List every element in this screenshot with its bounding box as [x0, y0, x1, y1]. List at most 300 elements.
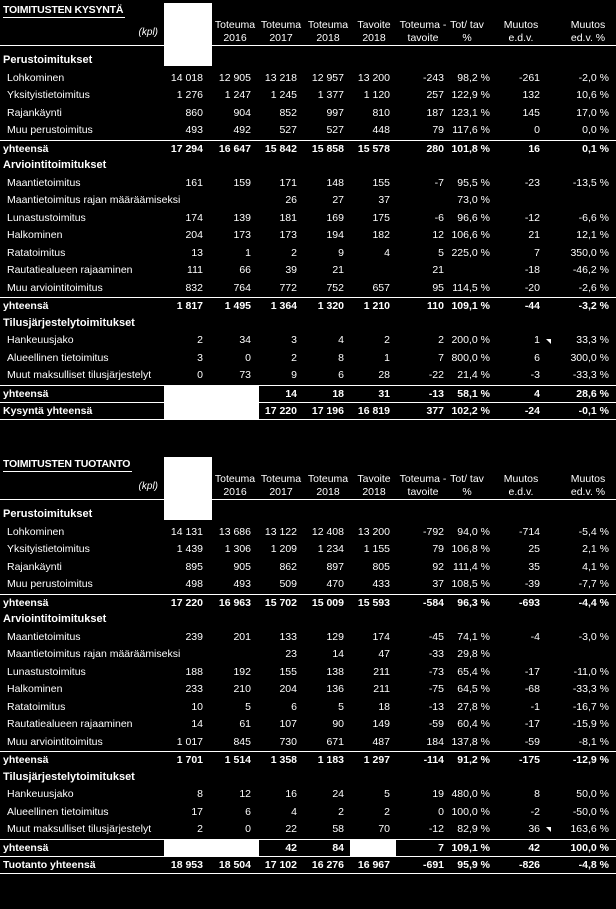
column-header-line-1: Muutos [503, 19, 539, 31]
table-cell: 155 [279, 665, 297, 678]
table-cell: -243 [422, 71, 444, 84]
column-header-line-1: Toteuma [260, 19, 302, 31]
row-label: Lohkominen [7, 525, 65, 538]
row-label: Muu perustoimitus [7, 578, 93, 590]
table-cell: 470 [326, 578, 344, 590]
table-cell: -17 [524, 718, 540, 730]
table-cell: 0 [245, 823, 251, 835]
table-cell: 169 [326, 211, 344, 224]
table-row [0, 280, 616, 297]
table-cell: 95,5 % [457, 176, 490, 189]
table-cell: -3,0 % [578, 630, 609, 643]
column-header-line-1: Toteuma - [399, 473, 447, 485]
table-cell: 225,0 % [451, 246, 490, 259]
table-cell: 17,0 % [576, 106, 609, 119]
table-cell: 100,0 % [451, 805, 490, 818]
table-cell: -33,3 % [572, 683, 609, 695]
column-header-line-1: Toteuma - [399, 19, 447, 31]
table-cell: 174 [372, 630, 390, 643]
row-label: Tuotanto yhteensä [3, 859, 96, 871]
table-cell: 173 [279, 229, 297, 241]
table-cell: 17 196 [311, 405, 344, 417]
table-cell: -714 [518, 525, 540, 538]
table-cell: 65,4 % [457, 665, 490, 678]
row-label: Maantietoimitus [7, 176, 81, 189]
table-cell: 498 [185, 578, 203, 590]
table-cell: 36 [528, 823, 540, 835]
header-divider [0, 499, 164, 500]
table-cell: 21 [528, 229, 540, 241]
table-cell: 0,1 % [582, 142, 609, 155]
row-label: Perustoimitukset [3, 508, 93, 520]
table-cell: 25 [528, 543, 540, 555]
table-cell: 2,1 % [582, 543, 609, 555]
table-cell: 4 [291, 805, 297, 818]
table-cell: 6 [338, 369, 344, 381]
column-header-line-2: 2018 [316, 486, 340, 498]
table-cell: 50,0 % [576, 788, 609, 800]
table-cell: 82,9 % [457, 823, 490, 835]
table-cell: 5 [245, 700, 251, 713]
table-cell: -18 [524, 264, 540, 276]
table-cell: -6 [434, 211, 444, 224]
column-header [558, 473, 616, 501]
table-cell: 300,0 % [570, 351, 609, 364]
table-row [0, 646, 616, 663]
table-cell: 1 245 [270, 89, 297, 101]
table-cell: 1 276 [176, 89, 203, 101]
row-label: Kysyntä yhteensä [3, 405, 93, 417]
table-cell: 21 [432, 264, 444, 276]
column-header-line-1: Toteuma [214, 19, 256, 31]
row-label: Hankeuusjako [7, 788, 74, 800]
table-cell: 58 [332, 823, 344, 835]
column-header-line-2: e.d.v. [508, 32, 534, 44]
table-cell: 1 320 [317, 300, 344, 312]
table-cell: 1 [384, 351, 390, 364]
table-cell: 111,4 % [453, 560, 490, 573]
table-cell: 9 [291, 369, 297, 381]
table-cell: 31 [378, 387, 390, 400]
table-row [0, 716, 616, 733]
table-cell: 448 [372, 124, 390, 136]
table-cell: 33,3 % [576, 334, 609, 346]
table-cell: 106,8 % [451, 543, 490, 555]
table-cell: 182 [372, 229, 390, 241]
row-label: Tilusjärjestelytoimitukset [3, 770, 135, 783]
table-cell: 28 [378, 369, 390, 381]
subtotal-row [0, 839, 616, 857]
table-row [0, 367, 616, 384]
table-cell: 192 [233, 665, 251, 678]
table-cell: 91,2 % [457, 754, 490, 766]
table-cell: 895 [185, 560, 203, 573]
table-cell: 897 [326, 560, 344, 573]
table-cell: -59 [428, 718, 444, 730]
table-cell: 211 [373, 665, 390, 678]
table-cell: 18 504 [218, 859, 251, 871]
column-header-line-1: Tot/ tav [450, 19, 484, 31]
table-cell: -792 [422, 525, 444, 538]
row-label: Hankeuusjako [7, 334, 74, 346]
table-cell: 26 [285, 194, 297, 206]
table-row [0, 821, 616, 838]
table-cell: 1 377 [317, 89, 344, 101]
column-header-line-2: % [462, 32, 472, 44]
table-row [0, 227, 616, 244]
table-cell: 21 [332, 264, 344, 276]
table-cell: 671 [326, 735, 344, 748]
column-header-line-2: 2016 [223, 486, 247, 498]
table-cell: 70 [378, 823, 390, 835]
row-label: yhteensä [3, 841, 49, 854]
table-cell: -20 [524, 281, 540, 294]
table-cell: 3 [197, 351, 203, 364]
group-header [0, 506, 616, 523]
table-cell: -33 [428, 648, 444, 660]
table-cell: 22 [285, 823, 297, 835]
table-cell: 161 [185, 176, 203, 189]
table-cell: 92 [432, 560, 444, 573]
table-row [0, 262, 616, 279]
column-header-line-1: Toteuma [307, 473, 349, 485]
table-cell: 1 234 [317, 543, 344, 555]
row-label: Muut maksulliset tilusjärjestelyt [7, 369, 152, 381]
table-cell: -2,6 % [578, 281, 609, 294]
table-cell: 1 297 [363, 754, 390, 766]
table-cell: 5 [338, 700, 344, 713]
table-cell: 772 [279, 281, 297, 294]
table-cell: 163,6 % [570, 823, 609, 835]
table-cell: 79 [432, 543, 444, 555]
table-cell: 832 [185, 281, 203, 294]
table-cell: 188 [185, 665, 203, 678]
table-cell: -46,2 % [572, 264, 609, 276]
table-cell: 12 408 [311, 525, 344, 538]
table-cell: 145 [522, 106, 540, 119]
table-row [0, 122, 616, 139]
table-cell: 100,0 % [570, 841, 609, 854]
table-cell: 1 364 [270, 300, 297, 312]
grand-total-row [0, 856, 616, 874]
table-row [0, 664, 616, 681]
table-cell: -261 [518, 71, 540, 84]
table-cell: 480,0 % [451, 788, 490, 800]
table-cell: 194 [326, 229, 344, 241]
table-cell: 16 963 [218, 596, 251, 609]
table-cell: 1 209 [270, 543, 297, 555]
table-cell: -4,4 % [578, 596, 609, 609]
column-header-line-2: 2017 [269, 32, 293, 44]
table-cell: 852 [279, 106, 297, 119]
table-cell: 16 [528, 142, 540, 155]
table-row [0, 786, 616, 803]
table-cell: 13 [191, 246, 203, 259]
table-cell: 1 701 [176, 754, 203, 766]
table-cell: 16 967 [357, 859, 390, 871]
table-cell: 377 [426, 405, 444, 417]
table-cell: -2 [530, 805, 540, 818]
table-cell: -17 [524, 665, 540, 678]
table-cell: 94,0 % [457, 525, 490, 538]
group-header [0, 769, 616, 786]
table-cell: 0 [197, 369, 203, 381]
table-cell: 181 [279, 211, 297, 224]
table-cell: 1 [534, 334, 540, 346]
table-cell: 74,1 % [457, 630, 490, 643]
row-label: yhteensä [3, 596, 49, 609]
row-label: Ratatoimitus [7, 700, 66, 713]
column-header-line-1: Muutos [570, 473, 606, 485]
table-cell: 102,2 % [451, 405, 490, 417]
row-label: Halkominen [7, 683, 63, 695]
table-cell: 184 [426, 735, 444, 748]
table-cell: 239 [185, 630, 203, 643]
header-divider [212, 499, 616, 500]
table-cell: 433 [372, 578, 390, 590]
table-cell: 139 [233, 211, 251, 224]
table-cell: 171 [279, 176, 297, 189]
table-cell: 18 953 [170, 859, 203, 871]
table-cell: 98,2 % [457, 71, 490, 84]
table-cell: 200,0 % [451, 334, 490, 346]
table-cell: 137,8 % [451, 735, 490, 748]
column-header [437, 19, 497, 47]
table-cell: 42 [528, 841, 540, 854]
table-cell: -8,1 % [578, 735, 609, 748]
table-cell: 257 [426, 89, 444, 101]
table-cell: 862 [279, 560, 297, 573]
table-cell: 13 686 [218, 525, 251, 538]
table-cell: 21,4 % [457, 369, 490, 381]
table-cell: 493 [233, 578, 251, 590]
table-cell: -0,1 % [578, 405, 609, 417]
table-cell: 493 [185, 124, 203, 136]
row-label: Rajankäynti [7, 560, 62, 573]
row-label: Alueellinen tietoimitus [7, 805, 109, 818]
table-cell: 7 [438, 351, 444, 364]
table-cell: 47 [378, 648, 390, 660]
blank-cell-mask [164, 839, 259, 856]
table-cell: 107 [279, 718, 297, 730]
table-cell: 79 [432, 124, 444, 136]
column-header [491, 19, 551, 47]
table-cell: -33,3 % [572, 369, 609, 381]
table-cell: 155 [372, 176, 390, 189]
blank-cell-mask [164, 385, 259, 402]
table-cell: 15 009 [311, 596, 344, 609]
table-cell: 14 [285, 387, 297, 400]
table-cell: 66 [239, 264, 251, 276]
column-header-line-2: tavoite [407, 32, 439, 44]
table-cell: 64,5 % [457, 683, 490, 695]
table-cell: 106,6 % [451, 229, 490, 241]
row-label: Arviointitoimitukset [3, 613, 107, 625]
table-cell: 17 102 [264, 859, 297, 871]
column-header-line-1: Toteuma [214, 473, 256, 485]
table-cell: 15 593 [357, 596, 390, 609]
table-cell: 805 [372, 560, 390, 573]
table-cell: 15 842 [264, 142, 297, 155]
table-cell: -2,0 % [578, 71, 609, 84]
table-cell: -114 [423, 754, 444, 766]
table-cell: 96,6 % [457, 211, 490, 224]
column-header-line-2: tavoite [407, 486, 439, 498]
table-cell: 2 [197, 823, 203, 835]
table-cell: -13,5 % [572, 176, 609, 189]
table-cell: -826 [518, 859, 540, 871]
table-cell: -73 [428, 665, 444, 678]
table-cell: 845 [233, 735, 251, 748]
table-cell: 28,6 % [576, 387, 609, 400]
table-cell: 27 [332, 194, 344, 206]
table-cell: 764 [233, 281, 251, 294]
table-cell: 13 200 [357, 71, 390, 84]
subtotal-row [0, 594, 616, 612]
table-cell: 9 [338, 246, 344, 259]
table-cell: -50,0 % [572, 805, 609, 818]
table-cell: 17 294 [170, 142, 203, 155]
row-label: Rajankäynti [7, 106, 62, 119]
table-cell: 73,0 % [457, 194, 490, 206]
row-label: Lunastustoimitus [7, 211, 86, 224]
table-cell: 7 [438, 841, 444, 854]
table-cell: 1 495 [224, 300, 251, 312]
table-cell: -44 [524, 300, 540, 312]
table-cell: 233 [185, 683, 203, 695]
table-cell: 4 [534, 387, 540, 400]
table-cell: 14 [332, 648, 344, 660]
table-cell: 17 220 [264, 405, 297, 417]
column-header [491, 473, 551, 501]
row-label: Maantietoimitus rajan määräämiseksi [7, 194, 181, 206]
table-cell: 487 [372, 735, 390, 748]
table-cell: 110 [427, 300, 444, 312]
table-cell: 1 017 [176, 735, 203, 748]
row-label: Ratatoimitus [7, 246, 66, 259]
table-cell: 201 [233, 630, 251, 643]
table-cell: 4 [338, 334, 344, 346]
row-label: Rautatiealueen rajaaminen [7, 718, 133, 730]
table-cell: 4,1 % [582, 560, 609, 573]
table-cell: 23 [285, 648, 297, 660]
table-cell: 175 [372, 211, 390, 224]
row-label: Alueellinen tietoimitus [7, 351, 109, 364]
comment-marker [546, 339, 551, 344]
table-cell: 15 578 [357, 142, 390, 155]
table-cell: 2 [384, 805, 390, 818]
table-cell: -1 [530, 700, 540, 713]
table-cell: -4 [530, 630, 540, 643]
row-label: yhteensä [3, 754, 49, 766]
table-cell: -12 [524, 211, 540, 224]
table-cell: -3 [530, 369, 540, 381]
section-title: TOIMITUSTEN TUOTANTO [3, 458, 131, 470]
table-cell: 14 131 [170, 525, 203, 538]
table-cell: 61 [239, 718, 251, 730]
table-cell: 187 [426, 106, 444, 119]
table-row [0, 70, 616, 87]
header-divider [212, 45, 616, 46]
table-cell: 37 [432, 578, 444, 590]
table-row [0, 541, 616, 558]
table-row [0, 699, 616, 716]
table-cell: 210 [233, 683, 251, 695]
subtotal-row [0, 751, 616, 769]
row-label: Yksityistietoimitus [7, 543, 90, 555]
table-cell: 149 [372, 718, 390, 730]
row-label: Lunastustoimitus [7, 665, 86, 678]
column-header [437, 473, 497, 501]
table-cell: 60,4 % [457, 718, 490, 730]
row-label: Maantietoimitus rajan määräämiseksi [7, 648, 181, 660]
table-cell: 2 [291, 246, 297, 259]
column-header-line-2: 2017 [269, 486, 293, 498]
row-label: Maantietoimitus [7, 630, 81, 643]
table-row [0, 734, 616, 751]
table-cell: -22 [428, 369, 444, 381]
table-cell: 18 [378, 700, 390, 713]
table-cell: 5 [438, 246, 444, 259]
column-header-line-2: 2018 [362, 486, 386, 498]
table-row [0, 332, 616, 349]
table-cell: 123,1 % [451, 106, 490, 119]
table-cell: 174 [185, 211, 203, 224]
group-header [0, 315, 616, 332]
table-cell: -584 [422, 596, 444, 609]
unit-label: (kpl) [138, 27, 158, 38]
table-row [0, 210, 616, 227]
column-header-line-2: ed.v. % [570, 32, 606, 44]
table-row [0, 105, 616, 122]
table-cell: 129 [326, 630, 344, 643]
table-cell: 96,3 % [457, 596, 490, 609]
table-cell: -7,7 % [578, 578, 609, 590]
table-cell: 657 [372, 281, 390, 294]
row-label: Muu arviointitoimitus [7, 735, 103, 748]
group-header [0, 157, 616, 174]
table-cell: 509 [279, 578, 297, 590]
table-cell: 211 [373, 683, 390, 695]
table-cell: 280 [426, 142, 444, 155]
table-cell: 904 [233, 106, 251, 119]
table-cell: 1 210 [363, 300, 390, 312]
table-cell: 6 [245, 805, 251, 818]
row-label: Muu perustoimitus [7, 124, 93, 136]
table-cell: 117,6 % [452, 124, 490, 136]
table-cell: 800,0 % [451, 351, 490, 364]
table-cell: -68 [524, 683, 540, 695]
column-header-line-2: ed.v. % [570, 486, 606, 498]
table-cell: 6 [291, 700, 297, 713]
table-cell: -15,9 % [572, 718, 609, 730]
table-cell: 527 [326, 124, 344, 136]
table-cell: 0,0 % [582, 124, 609, 136]
table-cell: 730 [279, 735, 297, 748]
column-header-line-1: Muutos [570, 19, 606, 31]
table-cell: 1 120 [363, 89, 390, 101]
table-cell: 114,5 % [452, 281, 490, 294]
subtotal-row [0, 297, 616, 315]
table-row [0, 804, 616, 821]
column-header-line-1: Tot/ tav [450, 473, 484, 485]
column-header-line-1: Tavoite [357, 19, 391, 31]
table-cell: 12 [239, 788, 251, 800]
table-row [0, 524, 616, 541]
table-cell: 997 [326, 106, 344, 119]
table-cell: 12 905 [218, 71, 251, 84]
table-cell: 37 [378, 194, 390, 206]
